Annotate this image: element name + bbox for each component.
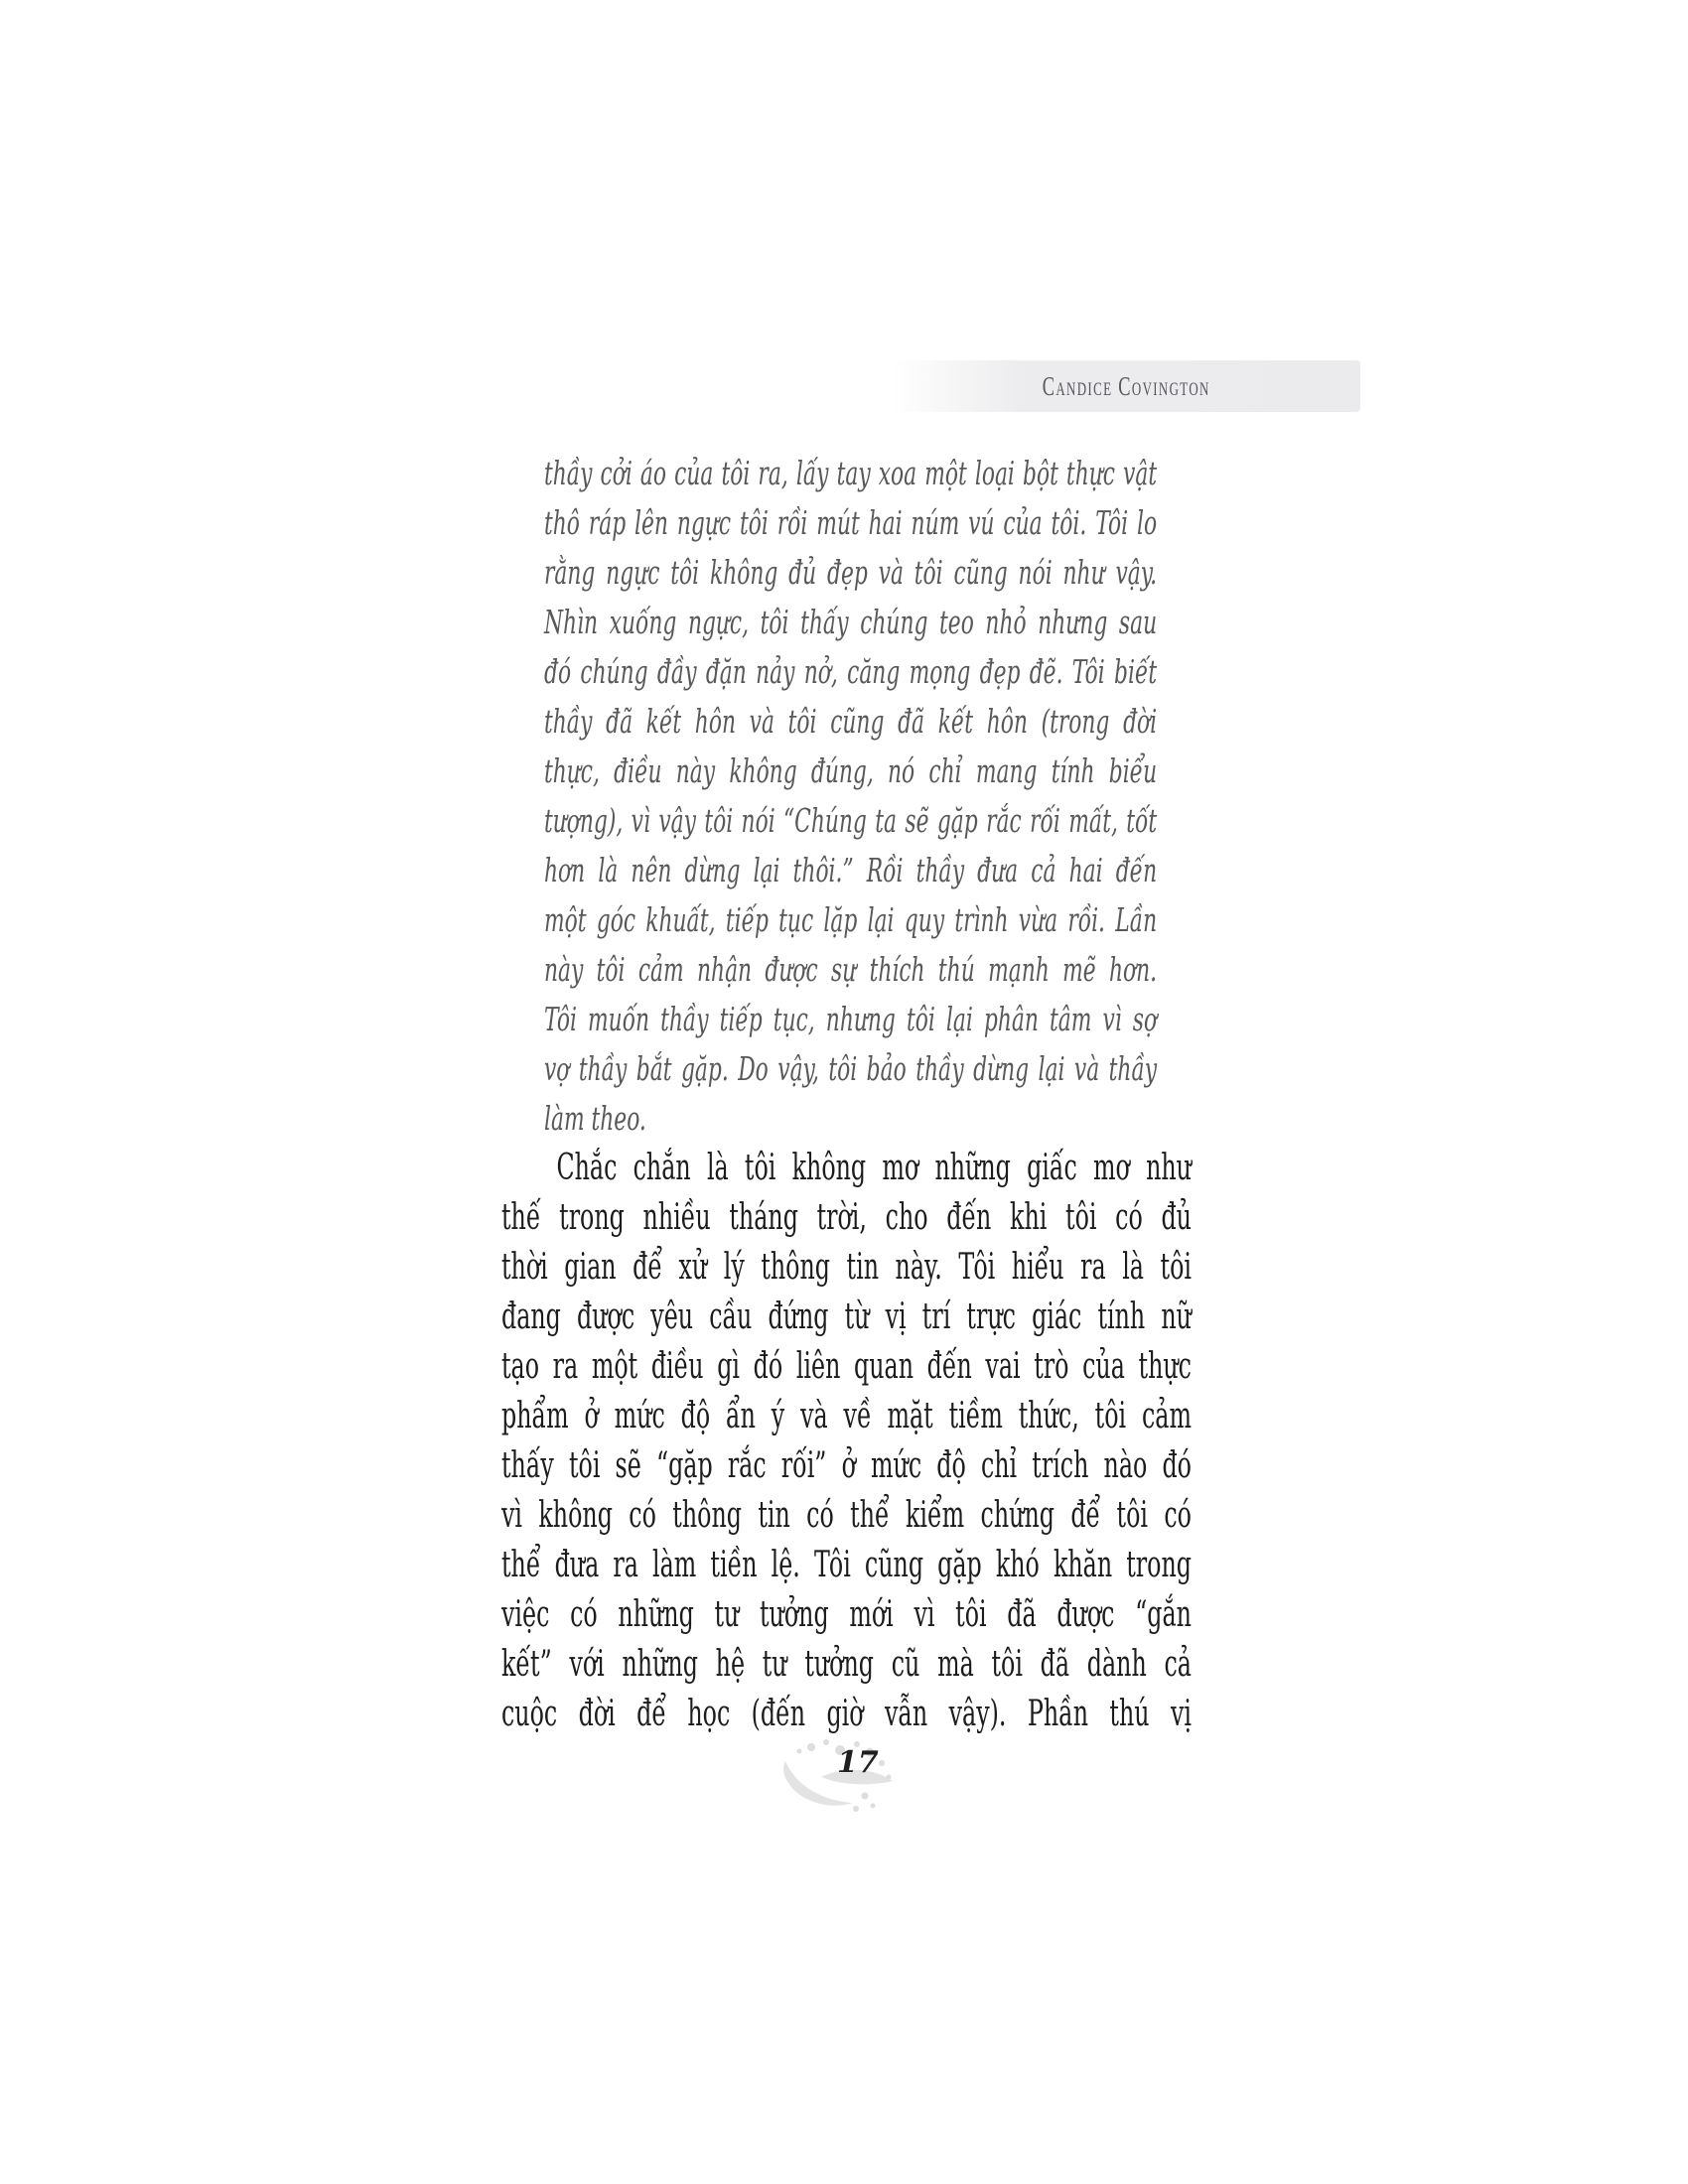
text-line: phẩm ở mức độ ẩn ý và về mặt tiềm thức, tôi cảm [501,1396,1192,1436]
text-line: thô ráp lên ngực tôi rồi mút hai núm vú của tôi. Tôi lo [544,503,1158,542]
text-line: Tôi muốn thầy tiếp tục, nhưng tôi lại phân tâm vì sợ [544,1000,1158,1038]
dream-quote-block [544,449,1157,1144]
text-line: rằng ngực tôi không đủ đẹp và tôi cũng nói như vậy. [544,553,1158,592]
text-line: đó chúng đầy đặn nảy nở, căng mọng đẹp đẽ. Tôi biết [544,652,1158,691]
text-line: thực, điều này không đúng, nó chỉ mang tính biểu [544,751,1158,790]
running-header [892,360,1360,412]
text-line: cuộc đời để học (đến giờ vẫn vậy). Phần thú vị [501,1694,1192,1734]
text-line: thời gian để xử lý thông tin này. Tôi hiểu ra là tôi [501,1247,1192,1288]
text-line: Nhìn xuống ngực, tôi thấy chúng teo nhỏ nhưng sau [544,603,1158,641]
text-line: vợ thầy bắt gặp. Do vậy, tôi bảo thầy dừng lại và thầy [544,1049,1158,1088]
text-line: tạo ra một điều gì đó liên quan đến vai trò của thực [501,1346,1192,1387]
text-line: vì không có thông tin có thể kiểm chứng để tôi có [501,1495,1192,1536]
text-line: kết” với những hệ tư tưởng cũ mà tôi đã dành cả [501,1644,1192,1685]
text-line: việc có những tư tưởng mới vì tôi đã được “gắn [501,1594,1192,1635]
text-line: thầy cởi áo của tôi ra, lấy tay xoa một loại bột thực vật [544,454,1158,492]
body-paragraph [501,1144,1192,1739]
text-line: thể đưa ra làm tiền lệ. Tôi cũng gặp khó khăn trong [501,1545,1192,1585]
text-line: Chắc chắn là tôi không mơ những giấc mơ như [556,1148,1192,1188]
text-line: làm theo. [544,1099,646,1138]
running-header-author: Candice Covington [1042,370,1210,401]
text-line: này tôi cảm nhận được sự thích thú mạnh mẽ hơn. [544,950,1158,989]
text-line: thầy đã kết hôn và tôi cũng đã kết hôn (trong đời [544,702,1158,741]
text-line: một góc khuất, tiếp tục lặp lại quy trình vừa rồi. Lần [544,900,1158,939]
page-footer [770,1737,918,1822]
text-line: thế trong nhiều tháng trời, cho đến khi tôi có đủ [501,1197,1192,1238]
page-number: 17 [837,1745,879,1780]
text-line: hơn là nên dừng lại thôi.” Rồi thầy đưa cả hai đến [544,851,1158,889]
text-line: đang được yêu cầu đứng từ vị trí trực giác tính nữ [501,1297,1192,1337]
text-line: tượng), vì vậy tôi nói “Chúng ta sẽ gặp rắc rối mất, tốt [544,801,1158,840]
text-line: thấy tôi sẽ “gặp rắc rối” ở mức độ chỉ trích nào đó [501,1445,1192,1486]
